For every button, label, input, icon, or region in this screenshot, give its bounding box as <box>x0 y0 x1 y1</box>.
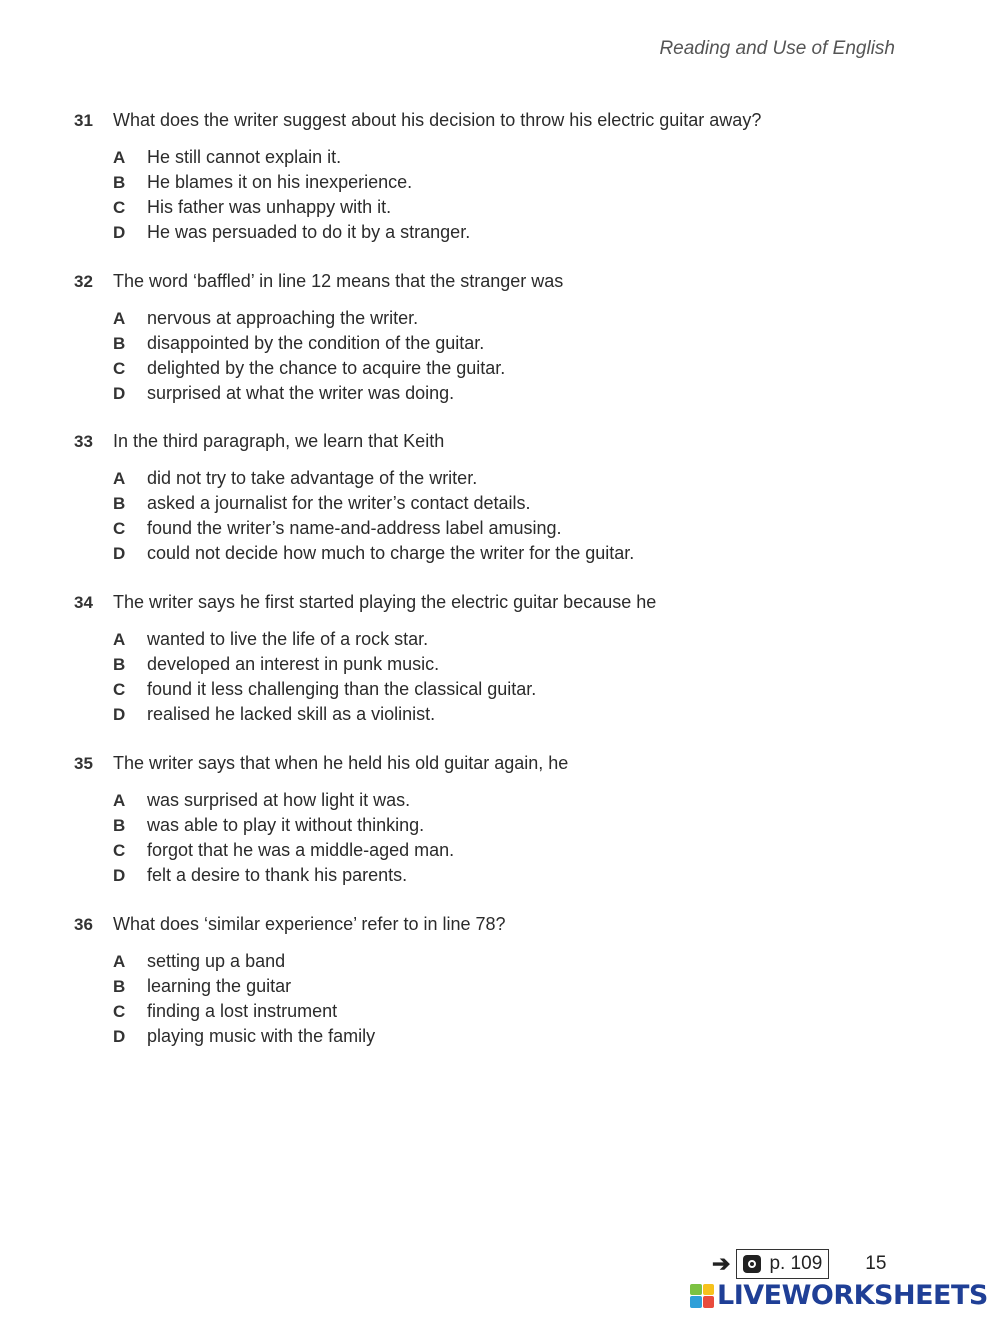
option-letter: D <box>113 384 126 403</box>
question-34 <box>74 590 934 727</box>
option-text: He still cannot explain it. <box>147 147 342 167</box>
answer-option-c[interactable] <box>113 677 934 702</box>
question-stem <box>74 912 934 937</box>
question-32 <box>74 269 934 406</box>
answer-option-b[interactable] <box>113 491 934 516</box>
question-33 <box>74 429 934 566</box>
logo-square-green <box>690 1284 702 1296</box>
option-text: nervous at approaching the writer. <box>147 308 419 328</box>
option-text: finding a lost instrument <box>147 1001 338 1021</box>
question-text: The writer says he first started playing the electric guitar because he <box>113 592 657 612</box>
option-text: could not decide how much to charge the writer for the guitar. <box>147 543 635 563</box>
answer-option-d[interactable] <box>113 1024 934 1049</box>
option-letter: A <box>113 791 126 810</box>
question-stem <box>74 590 934 615</box>
answer-options <box>113 306 934 406</box>
answer-options <box>113 949 934 1049</box>
question-text: What does the writer suggest about his decision to throw his electric guitar away? <box>113 110 762 130</box>
question-number: 36 <box>74 915 93 934</box>
option-letter: A <box>113 630 126 649</box>
answer-option-b[interactable] <box>113 652 934 677</box>
option-text: found the writer’s name-and-address label amusing. <box>147 518 562 538</box>
question-31 <box>74 108 934 245</box>
arrow-right-icon: ➔ <box>712 1251 731 1276</box>
option-letter: C <box>113 841 126 860</box>
logo-text: LIVEWORKSHEETS <box>717 1280 988 1311</box>
answer-option-d[interactable] <box>113 863 934 888</box>
option-letter: D <box>113 223 126 242</box>
option-text: developed an interest in punk music. <box>147 654 440 674</box>
answer-option-c[interactable] <box>113 516 934 541</box>
option-letter: D <box>113 705 126 724</box>
answer-option-b[interactable] <box>113 813 934 838</box>
option-letter: A <box>113 148 126 167</box>
question-text: What does ‘similar experience’ refer to in line 78? <box>113 914 506 934</box>
option-text: was surprised at how light it was. <box>147 790 411 810</box>
answer-option-c[interactable] <box>113 999 934 1024</box>
answer-option-d[interactable] <box>113 702 934 727</box>
option-text: His father was unhappy with it. <box>147 197 392 217</box>
question-stem <box>74 269 934 294</box>
answer-option-b[interactable] <box>113 974 934 999</box>
option-letter: C <box>113 680 126 699</box>
logo-square-blue <box>690 1296 702 1308</box>
option-letter: C <box>113 198 126 217</box>
speaking-bubble-icon <box>743 1255 761 1273</box>
answer-option-d[interactable] <box>113 220 934 245</box>
option-letter: C <box>113 359 126 378</box>
answer-option-d[interactable] <box>113 381 934 406</box>
option-letter: B <box>113 816 126 835</box>
option-text: playing music with the family <box>147 1026 376 1046</box>
option-letter: A <box>113 309 126 328</box>
question-number: 31 <box>74 111 93 130</box>
answer-option-b[interactable] <box>113 170 934 195</box>
answer-option-a[interactable] <box>113 145 934 170</box>
option-text: He blames it on his inexperience. <box>147 172 413 192</box>
option-text: learning the guitar <box>147 976 292 996</box>
question-text: The word ‘baffled’ in line 12 means that the stranger was <box>113 271 564 291</box>
answer-options <box>113 627 934 727</box>
option-text: setting up a band <box>147 951 286 971</box>
option-text: realised he lacked skill as a violinist. <box>147 704 436 724</box>
option-text: felt a desire to thank his parents. <box>147 865 408 885</box>
question-stem <box>74 108 934 133</box>
option-letter: A <box>113 469 126 488</box>
answer-option-a[interactable] <box>113 466 934 491</box>
question-number: 34 <box>74 593 93 612</box>
answer-option-d[interactable] <box>113 541 934 566</box>
liveworksheets-logo[interactable] <box>690 1280 988 1311</box>
answer-options <box>113 466 934 566</box>
answer-option-a[interactable] <box>113 627 934 652</box>
question-36 <box>74 912 934 1049</box>
answer-option-a[interactable] <box>113 306 934 331</box>
option-letter: D <box>113 1027 126 1046</box>
option-text: disappointed by the condition of the guitar. <box>147 333 485 353</box>
option-text: forgot that he was a middle-aged man. <box>147 840 455 860</box>
question-text: The writer says that when he held his old guitar again, he <box>113 753 569 773</box>
page-number: 15 <box>865 1253 887 1274</box>
question-number: 33 <box>74 432 93 451</box>
answer-option-c[interactable] <box>113 356 934 381</box>
answer-option-b[interactable] <box>113 331 934 356</box>
page-header: Reading and Use of English <box>659 38 895 59</box>
logo-square-red <box>703 1296 715 1308</box>
page-footer <box>712 1249 886 1279</box>
option-text: He was persuaded to do it by a stranger. <box>147 222 471 242</box>
question-stem <box>74 429 934 454</box>
answer-options <box>113 788 934 888</box>
option-letter: A <box>113 952 126 971</box>
reference-page: p. 109 <box>769 1253 823 1274</box>
question-text: In the third paragraph, we learn that Keith <box>113 431 445 451</box>
answer-options <box>113 145 934 245</box>
option-letter: B <box>113 977 126 996</box>
question-35 <box>74 751 934 888</box>
option-text: surprised at what the writer was doing. <box>147 383 455 403</box>
option-letter: B <box>113 655 126 674</box>
option-text: was able to play it without thinking. <box>147 815 425 835</box>
answer-option-c[interactable] <box>113 195 934 220</box>
option-letter: D <box>113 866 126 885</box>
option-letter: B <box>113 494 126 513</box>
liveworksheets-logo-icon <box>690 1284 714 1308</box>
question-number: 32 <box>74 272 93 291</box>
option-text: did not try to take advantage of the writer. <box>147 468 478 488</box>
question-stem <box>74 751 934 776</box>
answer-option-a[interactable] <box>113 788 934 813</box>
option-letter: D <box>113 544 126 563</box>
option-text: found it less challenging than the classical guitar. <box>147 679 537 699</box>
answer-option-c[interactable] <box>113 838 934 863</box>
answer-option-a[interactable] <box>113 949 934 974</box>
logo-square-yellow <box>703 1284 715 1296</box>
option-text: wanted to live the life of a rock star. <box>147 629 429 649</box>
question-number: 35 <box>74 754 93 773</box>
option-letter: B <box>113 173 126 192</box>
option-text: asked a journalist for the writer’s contact details. <box>147 493 531 513</box>
option-text: delighted by the chance to acquire the guitar. <box>147 358 506 378</box>
option-letter: C <box>113 519 126 538</box>
option-letter: B <box>113 334 126 353</box>
option-letter: C <box>113 1002 126 1021</box>
reference-box[interactable] <box>736 1249 829 1279</box>
